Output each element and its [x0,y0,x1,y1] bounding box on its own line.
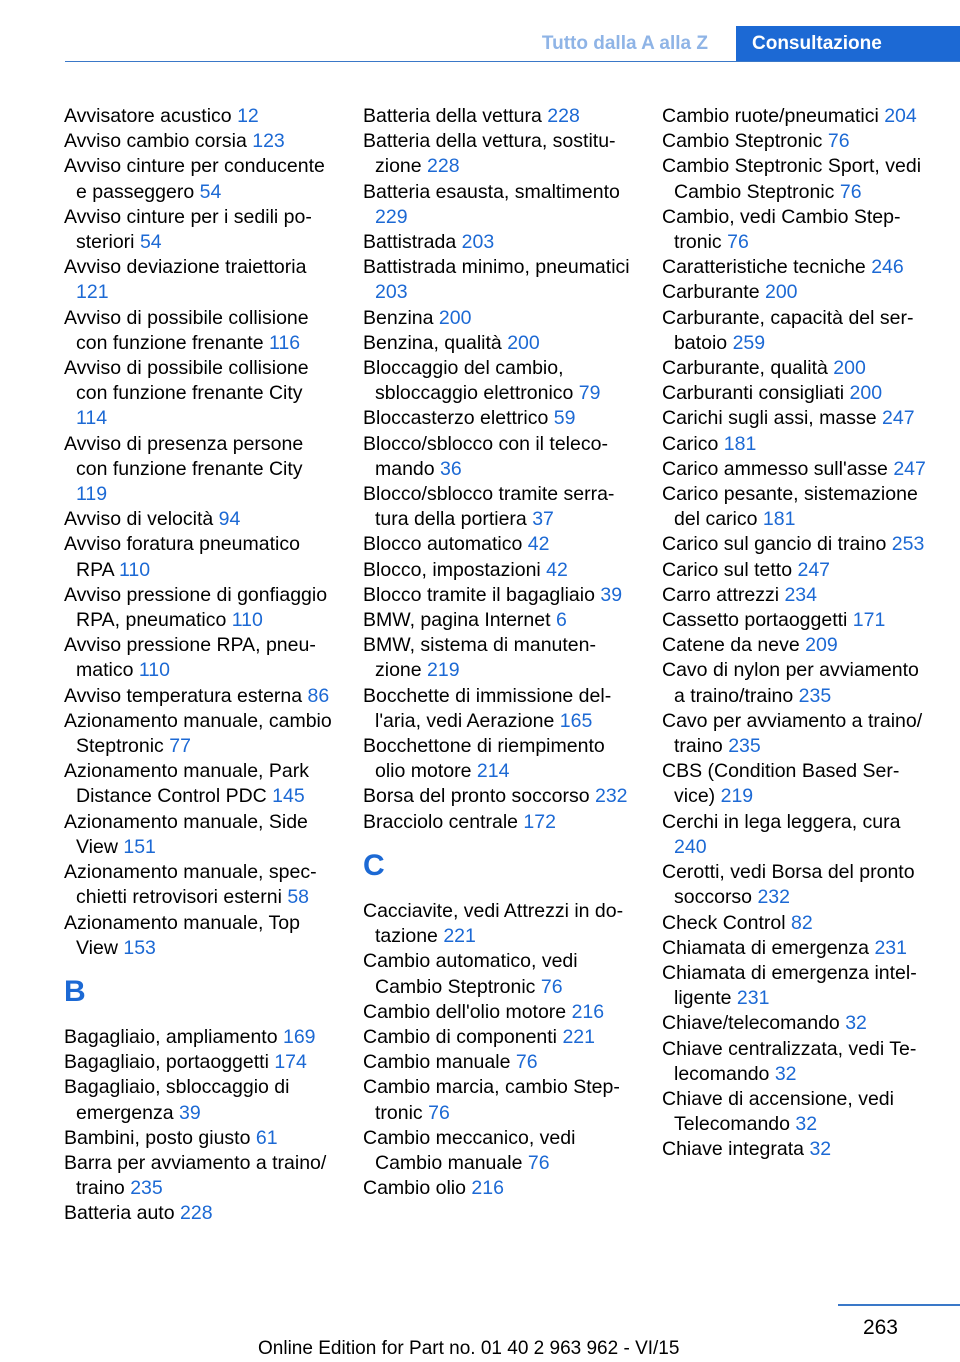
index-page-link[interactable]: 32 [795,1113,818,1136]
index-entry [363,583,633,608]
index-entry [64,709,334,759]
index-entry-text: Cerotti, vedi Borsa del pronto soccorso [662,861,915,909]
index-entry [662,457,932,482]
index-page-link[interactable]: 235 [728,735,761,758]
index-entry-text: Batteria della vettura [363,105,542,127]
index-entry [64,104,334,129]
index-entry [363,608,633,633]
index-page-link[interactable]: 228 [547,105,580,127]
index-entry [363,356,633,406]
index-page-link[interactable]: 259 [732,331,766,354]
index-page-link[interactable]: 121 [76,281,109,304]
page-number: 263 [862,1316,898,1339]
index-entry-text: Azionamento manuale, Park Distance Control PDC [64,760,309,808]
index-entry [662,482,932,532]
index-page-link[interactable]: 76 [540,975,563,998]
header-divider [65,61,960,62]
index-entry [662,633,932,658]
index-entry [662,129,932,154]
index-page-link[interactable]: 32 [845,1012,867,1035]
index-entry-text: Chiave integrata [662,1138,805,1161]
index-entry [64,1126,334,1151]
index-page-link[interactable]: 123 [252,130,285,153]
index-entry-text: Carico ammesso sull'asse [662,457,888,480]
index-entry [662,406,932,431]
index-entry [64,356,334,432]
index-entry-text: BMW, sistema di manutenzione [363,634,596,682]
index-entry-text: Bagagliaio, sbloccaggio di emergenza [64,1076,290,1124]
index-entry [363,104,633,129]
index-column-2 [363,104,633,1201]
index-entry [363,406,633,431]
index-entry-text: Bambini, posto giusto [64,1126,251,1149]
index-column-1 [64,104,334,1227]
index-entry [64,432,334,508]
index-entry [64,129,334,154]
edition-note: Online Edition for Part no. 01 40 2 963 962 - VI/15 [258,1338,680,1359]
index-entry [363,306,633,331]
index-entry [363,558,633,583]
index-entry-text: Barra per avviamento a traino/​traino [64,1151,327,1200]
index-entry [662,911,932,936]
index-entry-text: Carburante, qualità [662,357,828,380]
index-page-link[interactable]: 145 [272,785,305,808]
index-entry-text: BMW, pagina Internet [363,609,551,632]
index-entry [662,608,932,633]
index-page-link[interactable]: 229 [375,205,408,228]
index-entry [662,255,932,280]
index-entry [662,583,932,608]
index-entry-text: Chiave/telecomando [662,1012,840,1035]
index-entry-text: Chiamata di emergenza [662,936,870,959]
index-page-link[interactable]: 32 [774,1062,797,1085]
index-entry [662,154,932,204]
index-entry-text: Blocco/sblocco tramite serratura della portiera [363,483,615,531]
index-entry [64,583,334,633]
index-page-link[interactable]: 246 [871,256,904,279]
index-page-link[interactable]: 169 [282,1025,316,1048]
index-page-link[interactable]: 231 [874,936,907,959]
index-entry-text: Battistrada minimo, pneumatici [363,256,630,279]
index-entry-text: Blocco/sblocco con il telecomando [363,432,608,480]
index-entry [64,306,334,356]
index-page-link[interactable]: 86 [307,684,330,707]
index-page-link[interactable]: 42 [546,558,568,581]
index-page-link[interactable]: 221 [562,1025,595,1048]
index-entry-text: Carro attrezzi [662,583,780,606]
index-entry [64,1025,334,1050]
index-page-link[interactable]: 110 [119,558,151,581]
index-page-link[interactable]: 39 [178,1101,201,1124]
index-entry [363,684,633,734]
index-entry-text: Carburanti consigliati [662,382,845,405]
index-entry-text: Bracciolo centrale [363,810,518,833]
index-entry-text: Blocco, impostazioni [363,558,541,581]
index-page-link[interactable]: 214 [476,760,510,783]
index-entry [64,1201,334,1226]
index-entry-text: Cambio olio [363,1177,466,1200]
index-entry-text: Cavo di nylon per avviamento a traino/traino [662,659,919,707]
index-page-link[interactable]: 36 [440,457,462,480]
index-letter-heading: B [64,974,86,1008]
index-page-link[interactable]: 200 [438,306,472,329]
index-entry-text: Chiamata di emergenza intelligente [662,961,917,1010]
index-entry-text: Avviso pressione RPA, pneumatico [64,634,316,682]
index-entry-text: Batteria della vettura, sostituzione [363,130,616,178]
index-entry [363,129,633,179]
index-page-link[interactable]: 171 [852,609,886,632]
index-entry-text: Avviso di possibile collisione con funzione frenante [64,306,309,354]
section-title: Tutto dalla A alla Z [541,33,708,54]
index-page-link[interactable]: 200 [764,281,798,304]
index-entry-text: Battistrada [363,231,457,254]
index-page-link[interactable]: 231 [736,987,770,1010]
index-entry-text: CBS (Condition Based Service) [662,760,900,808]
index-entry [662,432,932,457]
index-page-link[interactable]: 234 [784,583,817,606]
index-page-link[interactable]: 203 [461,231,495,254]
index-entry [363,230,633,255]
index-entry [662,961,932,1011]
index-entry [363,1050,633,1075]
index-page-link[interactable]: 228 [180,1202,213,1225]
index-page-link[interactable]: 114 [76,407,108,430]
index-entry-text: Cambio manuale [363,1051,511,1074]
index-entry-text: Cerchi in lega leggera, cura [662,810,901,833]
index-entry [363,180,633,230]
index-entry-text: Bocchettone di riempimento olio motore [363,735,605,783]
index-page-link[interactable]: 6 [555,609,567,632]
index-page-link[interactable]: 247 [882,407,915,430]
index-page-link[interactable]: 200 [833,357,866,380]
index-entry-text: Avviso cinture per conducente e passeggero [64,155,325,203]
index-entry [662,709,932,759]
index-page-link[interactable]: 77 [169,735,191,758]
index-page-link[interactable]: 151 [123,835,156,858]
index-entry-text: Carichi sugli assi, masse [662,407,877,430]
index-entry-text: Check Control [662,911,786,934]
index-entry-text: Bloccaggio del cambio, sbloccaggio elettronico [363,357,574,405]
index-page-link[interactable]: 203 [375,281,408,304]
index-page-link[interactable]: 116 [268,331,301,354]
index-entry [662,381,932,406]
index-entry-text: Avviso pressione di gonfiaggio RPA, pneumatico [64,583,328,632]
index-entry [363,432,633,482]
index-page-link[interactable]: 204 [884,105,917,127]
index-entry [64,911,334,961]
index-entry-text: Caratteristiche tecniche [662,256,866,279]
index-entry [64,810,334,860]
index-entry [363,1126,633,1176]
index-entry [662,1037,932,1087]
index-page-link[interactable]: 58 [287,886,310,909]
index-entry-text: Avviso deviazione traiettoria [64,256,307,279]
tab-consultazione[interactable]: Consultazione [736,26,960,62]
index-entry [64,633,334,683]
index-page-link[interactable]: 54 [199,180,222,203]
index-column-3 [662,104,932,1163]
index-page-link[interactable]: 240 [674,835,707,858]
index-entry [662,306,932,356]
index-entry-text: Carburante, capacità del serbatoio [662,306,914,354]
index-entry [662,936,932,961]
index-entry [662,532,932,557]
index-entry-text: Azionamento manuale, cambio Steptronic [64,709,332,758]
index-entry-text: Chiave di accensione, vedi Telecomando [662,1087,894,1136]
index-entry-text: Avviso foratura pneumatico RPA [64,533,300,581]
index-entry-text: Avviso temperatura esterna [64,684,303,707]
index-entry [662,1011,932,1036]
index-page-link[interactable]: 219 [427,659,460,682]
index-entry [662,1087,932,1137]
index-entry [363,734,633,784]
index-page-link[interactable]: 37 [532,508,554,531]
index-entry [363,482,633,532]
index-entry-text: Benzina [363,306,434,329]
index-entry [363,1176,633,1201]
index-entry-text: Cassetto portaoggetti [662,609,848,632]
footer-divider [838,1304,960,1306]
index-entry-text: Carico pesante, sistemazione del carico [662,483,918,531]
index-page-link[interactable]: 153 [123,936,156,959]
index-entry-text: Avviso di presenza persone con funzione frenante City [64,432,304,480]
index-entry-text: Avviso di possibile collisione con funzione frenante City [64,357,309,405]
index-entry-text: Batteria esausta, smaltimento [363,180,620,203]
index-entry [64,1151,334,1201]
index-entry-text: Chiave centralizzata, vedi Telecomando [662,1037,917,1085]
index-entry [363,899,633,949]
index-page-link[interactable]: 200 [849,382,883,405]
index-entry-text: Avviso di velocità [64,508,214,531]
index-page-link[interactable]: 32 [809,1138,832,1161]
index-entry-text: Cambio marcia, cambio Steptronic [363,1076,620,1124]
index-entry [64,1075,334,1125]
index-entry [64,255,334,305]
index-page-link[interactable]: 200 [507,331,540,354]
index-entry [363,255,633,305]
index-page-link[interactable]: 247 [893,457,926,480]
index-page-link[interactable]: 82 [790,911,813,934]
index-entry-text: Catene da neve [662,634,800,657]
index-entry-text: Cambio ruote/pneumatici [662,105,879,127]
index-page-link[interactable]: 235 [130,1177,163,1200]
index-page-link[interactable]: 174 [274,1051,307,1074]
index-entry-text: Bagagliaio, portaoggetti [64,1051,269,1074]
index-entry-text: Bloccasterzo elettrico [363,407,549,430]
index-entry-text: Benzina, qualità [363,331,502,354]
index-page-link[interactable]: 232 [757,886,790,909]
index-entry-text: Cambio automatico, vedi Cambio Steptronic [363,950,578,998]
index-page-link[interactable]: 76 [428,1101,450,1124]
index-entry [363,331,633,356]
index-page-link[interactable]: 221 [443,925,476,948]
index-entry-text: Cambio meccanico, vedi Cambio manuale [363,1126,576,1174]
index-page-link[interactable]: 94 [218,508,241,531]
index-entry-text: Batteria auto [64,1202,175,1225]
index-page-link[interactable]: 181 [723,432,757,455]
index-entry [662,104,932,129]
index-page-link[interactable]: 110 [231,609,263,632]
index-entry [363,532,633,557]
index-entry [64,860,334,910]
index-entry [662,658,932,708]
index-page-link[interactable]: 181 [762,508,796,531]
index-entry [363,810,633,835]
index-entry-text: Cambio Steptronic Sport, vedi Cambio Steptronic [662,155,922,203]
index-page-link[interactable]: 219 [720,785,754,808]
index-entry-text: Bagagliaio, ampliamento [64,1025,278,1048]
index-entry [64,1050,334,1075]
index-entry-text: Avviso cambio corsia [64,130,247,153]
index-entry [363,1000,633,1025]
index-entry [662,356,932,381]
index-page-link[interactable]: 54 [139,231,162,254]
index-entry [64,205,334,255]
index-entry [363,1075,633,1125]
index-entry-text: Avviso cinture per i sedili posteriori [64,205,312,254]
index-page-link[interactable]: 12 [237,105,259,127]
index-entry [363,1025,633,1050]
index-entry-text: Azionamento manuale, Top View [64,911,300,959]
index-entry-text: Blocco tramite il bagagliaio [363,583,595,606]
index-entry-text: Carico sul tetto [662,558,793,581]
index-letter-heading: C [363,848,385,882]
index-page-link[interactable]: 253 [891,533,925,556]
index-page-link[interactable]: 247 [797,558,831,581]
index-entry-text: Carico sul gancio di traino [662,533,887,556]
index-entry [64,684,334,709]
index-entry [64,532,334,582]
index-entry-text: Cambio di componenti [363,1025,558,1048]
index-page-link[interactable]: 110 [138,659,170,682]
index-entry-text: Cambio Steptronic [662,130,823,153]
index-page-link[interactable]: 216 [571,1000,605,1023]
index-entry-text: Cambio, vedi Cambio Steptronic [662,205,901,254]
index-entry [363,633,633,683]
index-entry [363,784,633,809]
index-entry [363,949,633,999]
index-entry-text: Carburante [662,281,760,304]
index-page-link[interactable]: 165 [559,709,593,732]
index-entry [662,810,932,860]
index-entry-text: Cambio dell'olio motore [363,1000,567,1023]
index-page-link[interactable]: 76 [527,1151,550,1174]
index-entry [64,154,334,204]
index-entry [662,280,932,305]
index-entry-text: Blocco automatico [363,533,523,556]
index-page-link[interactable]: 119 [76,483,108,506]
index-page-link[interactable]: 76 [827,130,850,153]
index-entry [662,1137,932,1162]
index-page-link[interactable]: 61 [255,1126,278,1149]
index-entry [662,558,932,583]
index-page-link[interactable]: 172 [523,810,556,833]
index-entry [64,759,334,809]
index-entry-text: Cavo per avviamento a traino/​traino [662,709,923,758]
index-page-link[interactable]: 76 [839,180,862,203]
index-entry-text: Borsa del pronto soccorso [363,785,590,808]
index-entry-text: Carico [662,432,719,455]
index-entry [64,507,334,532]
index-entry-text: Azionamento manuale, Side View [64,810,308,858]
index-entry-text: Cacciavite, vedi Attrezzi in dotazione [363,899,624,948]
index-entry-text: Bocchette di immissione dell'aria, vedi Aerazione [363,684,612,732]
index-page-link[interactable]: 76 [515,1051,538,1074]
index-page-link[interactable]: 232 [594,785,628,808]
index-entry-text: Avvisatore acustico [64,105,232,127]
index-entry [662,860,932,910]
index-page-link[interactable]: 228 [427,155,460,178]
index-entry [662,759,932,809]
index-entry [662,205,932,255]
index-page-link[interactable]: 216 [471,1177,504,1200]
index-page-link[interactable]: 59 [553,407,576,430]
index-page-link[interactable]: 42 [527,533,550,556]
index-entry-text: Azionamento manuale, specchietti retrovisori esterni [64,861,317,909]
index-page-link[interactable]: 39 [600,583,623,606]
index-page-link[interactable]: 79 [578,382,601,405]
index-page-link[interactable]: 235 [798,684,832,707]
index-page-link[interactable]: 76 [727,231,749,254]
page-header [0,0,960,62]
index-page-link[interactable]: 209 [805,634,838,657]
